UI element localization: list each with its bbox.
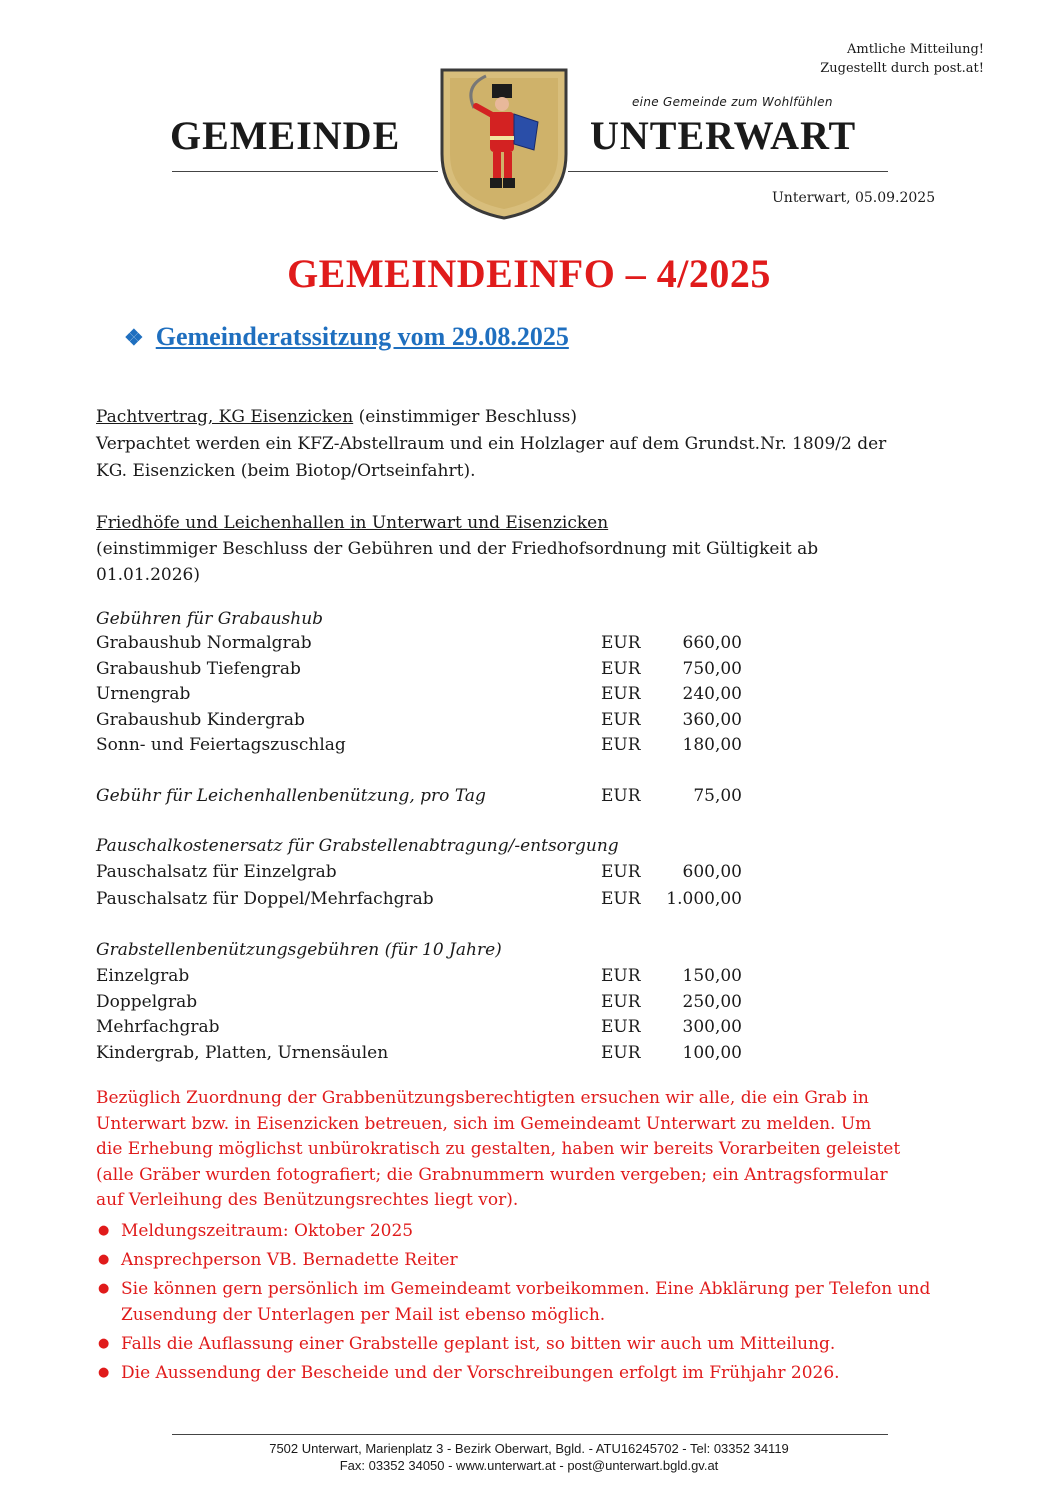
fee-row: [96, 886, 968, 913]
fee-row: [96, 681, 968, 707]
friedhof-line-2: 01.01.2026): [96, 565, 200, 585]
header-right-word: UNTERWART: [590, 113, 857, 158]
notice-paragraph-line: die Erhebung möglichst unbürokratisch zu gestalten, haben wir bereits Vorarbeiten geleistet: [96, 1139, 901, 1159]
fee-label: Gebühr für Leichenhallenbenützung, pro Tag: [96, 786, 486, 806]
list-item-text: Sie können gern persönlich im Gemeindeamt vorbeikommen. Eine Abklärung per Telefon und Zusendung der Unterlagen per Mail ist ebenso möglich.: [121, 1278, 931, 1325]
fee-currency: EUR: [601, 735, 641, 756]
notice-paragraph: [96, 1086, 968, 1214]
pacht-heading: Pachtvertrag, KG Eisenzicken: [96, 407, 354, 427]
fees-grabaushub-title: Gebühren für Grabaushub: [96, 609, 324, 629]
fee-amount: 240,00: [682, 684, 742, 705]
fee-label: Doppelgrab: [96, 991, 198, 1012]
footer-line-1: 7502 Unterwart, Marienplatz 3 - Bezirk Oberwart, Bgld. - ATU16245702 - Tel: 03352 34119: [269, 1441, 789, 1456]
fees-pauschal: [96, 833, 968, 913]
friedhof-section: [96, 510, 968, 588]
bullet-dot-icon: ●: [98, 1222, 110, 1238]
list-item-text: Ansprechperson VB. Bernadette Reiter: [121, 1249, 458, 1270]
fee-label: Grabaushub Kindergrab: [96, 709, 305, 730]
fee-row: [96, 656, 968, 682]
header-slogan: eine Gemeinde zum Wohlfühlen: [632, 95, 833, 109]
coat-of-arms-icon: [438, 66, 570, 222]
footer-rule: [172, 1434, 888, 1435]
fee-amount: 750,00: [682, 658, 742, 679]
fee-amount: 600,00: [682, 862, 742, 882]
official-notice: [820, 40, 984, 78]
fee-label: Kindergrab, Platten, Urnensäulen: [96, 1042, 389, 1063]
list-item: [96, 1331, 968, 1357]
notice-line-2: Zugestellt durch post.at!: [820, 61, 984, 76]
friedhof-line-1: (einstimmiger Beschluss der Gebühren und der Friedhofsordnung mit Gültigkeit ab: [96, 539, 819, 559]
fee-currency: EUR: [601, 786, 641, 806]
fee-currency: EUR: [601, 966, 641, 986]
fee-row: [96, 859, 968, 886]
pacht-line-1: Verpachtet werden ein KFZ-Abstellraum und ein Holzlager auf dem Grundst.Nr. 1809/2 der: [96, 434, 887, 454]
fee-label: Pauschalsatz für Einzelgrab: [96, 862, 337, 882]
fee-currency: EUR: [601, 684, 641, 705]
document-date: Unterwart, 05.09.2025: [772, 190, 936, 206]
section-heading: [124, 322, 569, 352]
fee-currency: EUR: [601, 1042, 641, 1063]
notice-bullet-list: [96, 1218, 968, 1386]
fee-currency: EUR: [601, 1017, 641, 1038]
fee-amount: 660,00: [682, 633, 742, 653]
list-item: [96, 1276, 968, 1328]
fee-amount: 150,00: [682, 966, 742, 986]
fee-label: Mehrfachgrab: [96, 1017, 220, 1038]
fee-label: Grabaushub Tiefengrab: [96, 658, 301, 679]
list-item: [96, 1360, 968, 1386]
fee-row: [96, 1014, 968, 1040]
header-rule-right: [568, 171, 888, 172]
pacht-heading-note: (einstimmiger Beschluss): [358, 407, 578, 427]
fees-benuetzung: [96, 937, 968, 1065]
fee-amount: 360,00: [682, 709, 742, 730]
diamond-bullet-icon: ❖: [124, 325, 144, 350]
footer-line-2: Fax: 03352 34050 - www.unterwart.at - post@unterwart.bgld.gv.at: [339, 1458, 719, 1473]
bullet-dot-icon: ●: [98, 1364, 110, 1380]
fee-row: [96, 1040, 968, 1066]
fee-amount: 1.000,00: [666, 889, 742, 909]
list-item-text: Meldungszeitraum: Oktober 2025: [121, 1220, 414, 1241]
fee-amount: 300,00: [682, 1017, 742, 1038]
fee-currency: EUR: [601, 633, 641, 653]
fee-label: Sonn- und Feiertagszuschlag: [96, 735, 346, 756]
fees-benuetzung-title: Grabstellenbenützungsgebühren (für 10 Jahre): [96, 940, 502, 960]
fees-grabaushub: [96, 606, 968, 758]
fees-leichenhalle: [96, 783, 968, 809]
fees-pauschal-title: Pauschalkostenersatz für Grabstellenabtragung/-entsorgung: [96, 836, 619, 856]
friedhof-heading: Friedhöfe und Leichenhallen in Unterwart und Eisenzicken: [96, 513, 609, 533]
list-item: [96, 1247, 968, 1273]
fee-row: [96, 707, 968, 733]
fee-currency: EUR: [601, 862, 641, 882]
fee-currency: EUR: [601, 658, 641, 679]
fee-row: [96, 989, 968, 1015]
pacht-section: [96, 404, 968, 485]
fee-row: [96, 963, 968, 989]
fee-row: [96, 630, 968, 656]
bullet-dot-icon: ●: [98, 1280, 110, 1296]
header-left-word: GEMEINDE: [170, 113, 401, 158]
grave-registration-notice: [96, 1086, 968, 1389]
page-title: GEMEINDEINFO – 4/2025: [287, 251, 771, 296]
pacht-line-2: KG. Eisenzicken (beim Biotop/Ortseinfahrt).: [96, 461, 476, 481]
fee-amount: 180,00: [682, 735, 742, 756]
list-item: [96, 1218, 968, 1244]
fee-amount: 250,00: [682, 991, 742, 1012]
fee-amount: 75,00: [693, 786, 742, 806]
fee-currency: EUR: [601, 991, 641, 1012]
fee-currency: EUR: [601, 709, 641, 730]
fee-label: Grabaushub Normalgrab: [96, 633, 312, 653]
notice-paragraph-line: (alle Gräber wurden fotografiert; die Grabnummern wurden vergeben; ein Antragsformular: [96, 1164, 888, 1185]
fee-label: Urnengrab: [96, 684, 191, 705]
list-item-text: Die Aussendung der Bescheide und der Vorschreibungen erfolgt im Frühjahr 2026.: [121, 1362, 840, 1383]
bullet-dot-icon: ●: [98, 1335, 110, 1351]
notice-paragraph-line: Bezüglich Zuordnung der Grabbenützungsberechtigten ersuchen wir alle, die ein Grab in: [96, 1088, 869, 1108]
notice-paragraph-line: Unterwart bzw. in Eisenzicken betreuen, sich im Gemeindeamt Unterwart zu melden. Um: [96, 1113, 872, 1134]
fee-currency: EUR: [601, 889, 641, 909]
fee-label: Einzelgrab: [96, 966, 190, 986]
meeting-link[interactable]: Gemeinderatssitzung vom 29.08.2025: [155, 322, 569, 351]
notice-paragraph-line: auf Verleihung des Benützungsrechtes liegt vor).: [96, 1190, 519, 1210]
fee-label: Pauschalsatz für Doppel/Mehrfachgrab: [96, 889, 434, 909]
fee-row: [96, 732, 968, 758]
list-item-text: Falls die Auflassung einer Grabstelle geplant ist, so bitten wir auch um Mitteilung.: [121, 1333, 836, 1354]
fee-row: [96, 783, 968, 809]
header-rule-left: [172, 171, 438, 172]
bullet-dot-icon: ●: [98, 1251, 110, 1267]
fee-amount: 100,00: [682, 1042, 742, 1063]
notice-line-1: Amtliche Mitteilung!: [847, 42, 984, 57]
